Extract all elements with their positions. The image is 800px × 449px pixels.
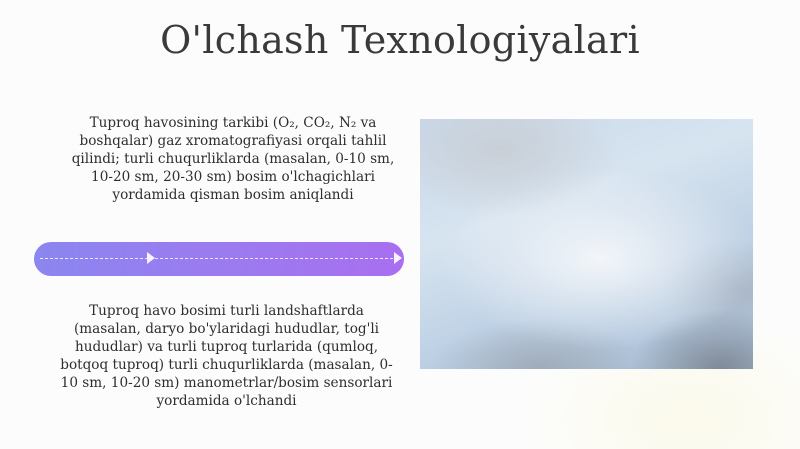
timeline-bar [34,242,404,276]
slide-title: O'lchash Texnologiyalari [160,18,640,62]
timeline-dashed-line [40,258,398,259]
timeline-marker-icon [147,252,155,264]
paragraph-top: Tuproq havosining tarkibi (O₂, CO₂, N₂ va boshqalar) gaz xromatografiyasi orqali tahlil qilindi; turli chuqurliklarda (masalan, 0-10 sm, 10-20 sm, 20-30 sm) bosim o'lchagichlari yordamida qisman bosim aniqlandi [71,115,395,203]
paragraph-bottom: Tuproq havo bosimi turli landshaftlarda (masalan, daryo bo'ylaridagi hududlar, tog'li hududlar) va turli tuproq turlarida (qumloq, botqoq tuproq) turli chuqurliklarda (masalan, 0-10 sm, 10-20 sm) manometrlar/bosim sensorlari yordamida o'lchandi [60,303,393,409]
timeline-arrow-icon [394,252,402,264]
sky-clouds-image [420,119,753,369]
